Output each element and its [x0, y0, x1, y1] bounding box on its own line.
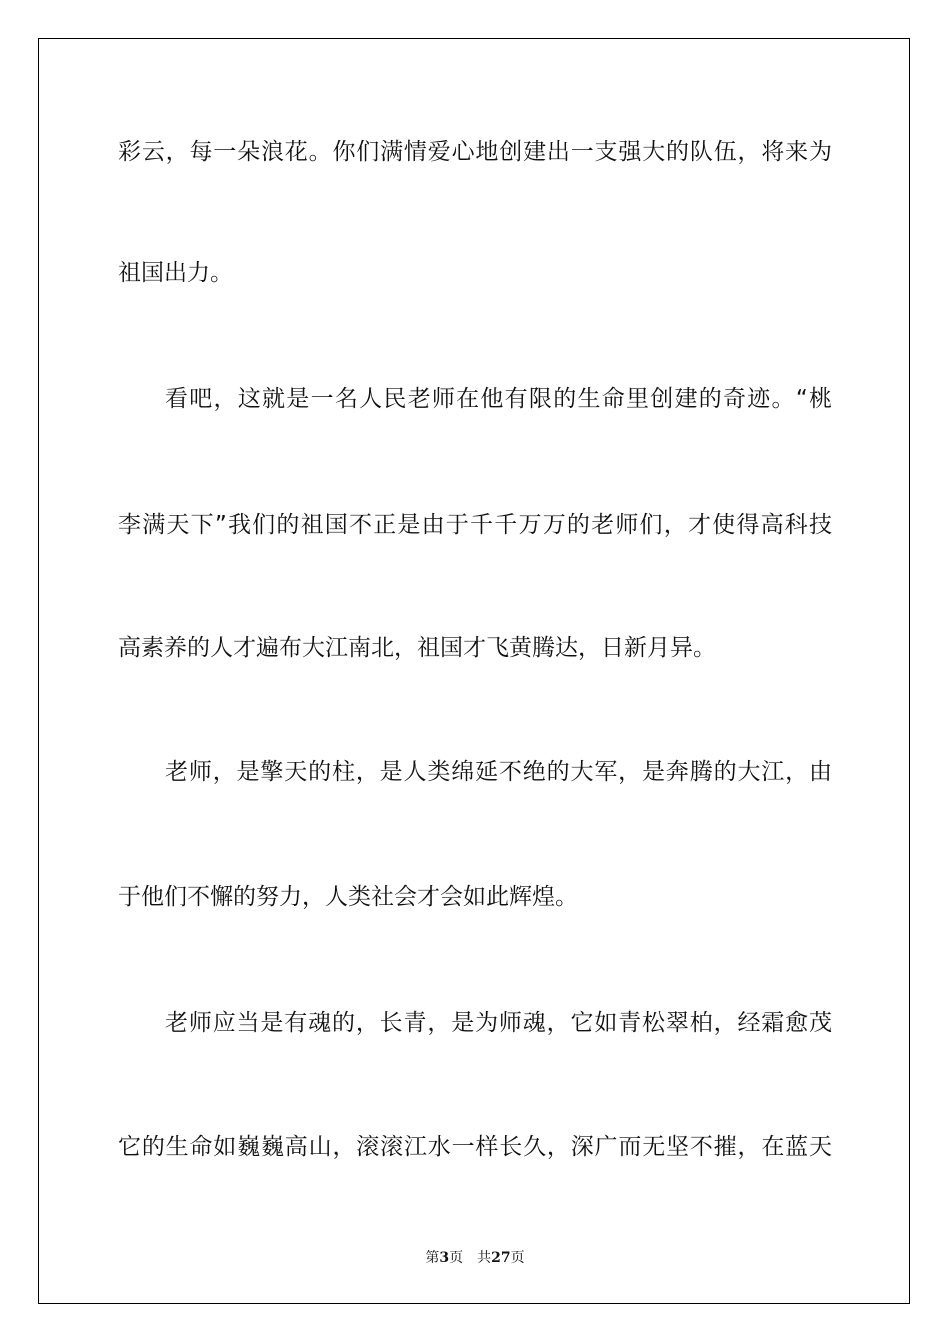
text-line-8: 老师应当是有魂的，长青，是为师魂，它如青松翠柏，经霜愈茂	[165, 1010, 832, 1036]
text-line-5: 高素养的人才遍布大江南北，祖国才飞黄腾达，日新月异。	[118, 635, 716, 661]
text-line-7: 于他们不懈的努力，人类社会才会如此辉煌。	[118, 884, 578, 910]
text-line-1: 彩云，每一朵浪花。你们满情爱心地创建出一支强大的队伍，将来为	[118, 139, 832, 165]
text-line-4: 李满天下”我们的祖国不正是由于千千万万的老师们，才使得高科技	[118, 512, 832, 538]
page-number: 3	[439, 1250, 450, 1266]
total-prefix: 共	[477, 1250, 492, 1266]
text-line-3: 看吧，这就是一名人民老师在他有限的生命里创建的奇迹。“桃	[165, 386, 832, 412]
total-pages: 27	[491, 1250, 511, 1266]
page-footer	[0, 1248, 950, 1268]
page-suffix: 页	[449, 1250, 464, 1266]
text-line-9: 它的生命如巍巍高山，滚滚江水一样长久，深广而无坚不摧，在蓝天	[118, 1134, 832, 1160]
text-line-2: 祖国出力。	[118, 260, 233, 286]
page-prefix: 第	[425, 1250, 440, 1266]
page-border	[38, 38, 910, 1304]
total-suffix: 页	[510, 1250, 525, 1266]
text-line-6: 老师，是擎天的柱，是人类绵延不绝的大军，是奔腾的大江，由	[165, 759, 832, 785]
